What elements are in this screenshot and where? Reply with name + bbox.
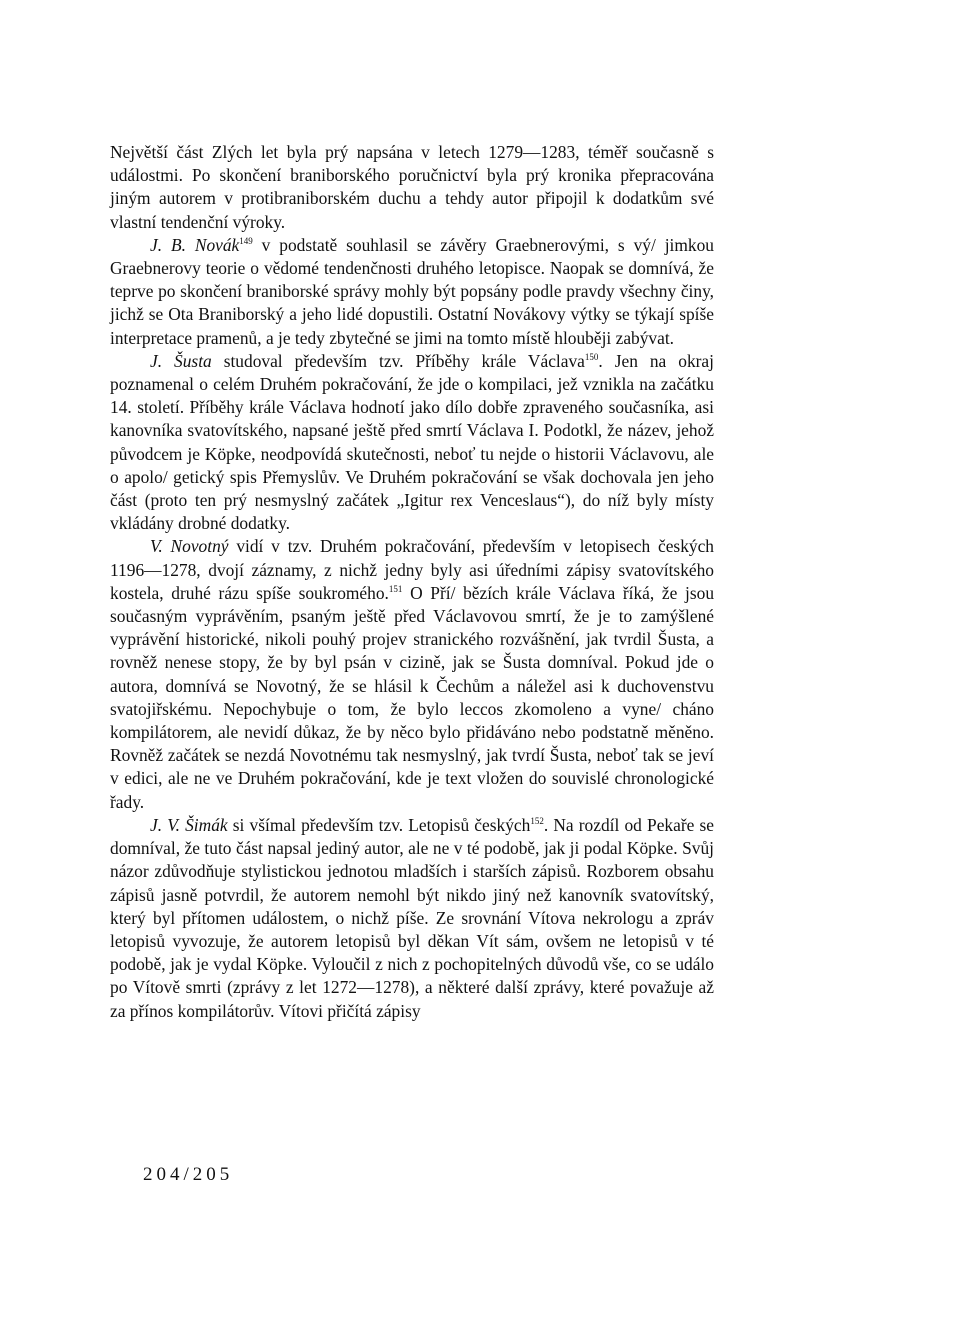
footnote-ref[interactable]: 149 <box>239 235 253 246</box>
paragraph-text: si všímal především tzv. Letopisů českých <box>227 814 531 835</box>
paragraph-text: . Na rozdíl od Pekaře se domníval, že tuto část napsal jediný autor, ale ne v té podobě, jak ji podal Köpke. Svůj názor zdůvodňuje stylistickou jednotou mladších i starších zápisů. Rozborem obsahu zápisů jasně potvrdil, že autorem nemohl být nikdo jiný než kanovník svatovítský, který byl přítomen událostem, o nichž píše. Ze srovnání Vítova nekrologu a zpráv letopisů vyvozuje, že autorem letopisů byl děkan Vít sám, ovšem ne letopisů v té podobě, jak je vydal Köpke. Vyloučil z nich z pochopitelných důvodů vše, co se událo po Vítově smrti (zprávy z let 1272—1278), a některé další zprávy, které považuje až za přínos kompilátorův. Vítovi přičítá zápisy <box>110 814 714 1021</box>
paragraph-novotny <box>110 535 714 813</box>
author-name: J. Šusta <box>150 350 212 371</box>
paragraph-text: v podstatě souhlasil se závěry Graebnerovými, s vý/ jimkou Graebnerovy teorie o vědomé tendenčnosti druhého letopisce. Naopak se domnívá, že teprve po skončení braniborské správy mohly být popsány podle pravdy všechny činy, jichž se Ota Braniborský a jeho lidé dopustili. Ostatní Novákovy výtky se týkají spíše interpretace pramenů, a je tedy zbytečné se jimi na tomto místě hlouběji zabývat. <box>110 234 714 348</box>
footnote-ref[interactable]: 150 <box>584 351 599 362</box>
paragraph-text: vidí v tzv. Druhém pokračování, především v letopisech českých 1196—1278, dvojí záznamy, z nichž jedny byly asi úředními zápisy svatovítského kostela, druhé rázu spíše soukromého. <box>110 536 714 603</box>
page-number: 204/205 <box>143 1164 234 1185</box>
author-name: V. Novotný <box>150 536 229 557</box>
paragraph-susta <box>110 350 714 536</box>
author-name: J. B. Novák <box>150 234 240 255</box>
page-body <box>110 141 714 1023</box>
paragraph-simak <box>110 814 714 1023</box>
author-name: J. V. Šimák <box>150 814 228 835</box>
paragraph-zla-leta <box>110 141 714 234</box>
paragraph-text: . Jen na okraj poznamenal o celém Druhém pokračování, že jde o kompilaci, jež vznikla na začátku 14. století. Příběhy krále Václava hodnotí jako dílo dobře zpraveného současníka, asi kanovníka svatovítského, napsané ještě před smrtí Václava I. Podotkl, že název, jehož původcem je Köpke, neodpovídá skutečnosti, neboť tu nejde o historii Václavovu, ale o apolo/ getický spis Přemyslův. Ve Druhém pokračování se však dochovala jen jeho část (proto ten prý nesmyslný začátek „Igitur rex Venceslaus“), do níž byly místy vkládány drobné dodatky. <box>110 350 714 534</box>
paragraph-novak <box>110 234 714 350</box>
footnote-ref[interactable]: 152 <box>530 815 544 826</box>
paragraph-text: Největší část Zlých let byla prý napsána v letech 1279—1283, téměř současně s událostmi. Po skončení braniborského poručnictví byla prý kronika přepracována jiným autorem v protibraniborském duchu a tehdy autor připojil k dodatkům své vlastní tendenční výroky. <box>110 142 714 232</box>
paragraph-text: O Pří/ bězích krále Václava říká, že jsou současným vyprávěním, psaným ještě před Václavovou smrtí, že je to zamýšlené vyprávění historické, nikoli pouhý projev stranického rozvášnění, jak tvrdil Šusta, a rovněž nenese stopy, že by byl psán v cizině, jak se Šusta domníval. Pokud jde o autora, domnívá se Novotný, že se hlásil k Čechům a náležel asi k duchovenstvu svatojiřskému. Nepochybuje o tom, že bylo leccos zkomoleno a vyne/ cháno kompilátorem, ale nevidí důkaz, že by něco bylo přidáváno nebo podstatně měněno. Rovněž začátek se nezdá Novotnému tak nesmyslný, jak tvrdí Šusta, neboť tak se jeví v edici, ale ne ve Druhém pokračování, kde je text vložen do souvislé chronologické řady. <box>110 582 715 812</box>
paragraph-text: studoval především tzv. Příběhy krále Václava <box>211 350 585 371</box>
footnote-ref[interactable]: 151 <box>388 583 403 594</box>
